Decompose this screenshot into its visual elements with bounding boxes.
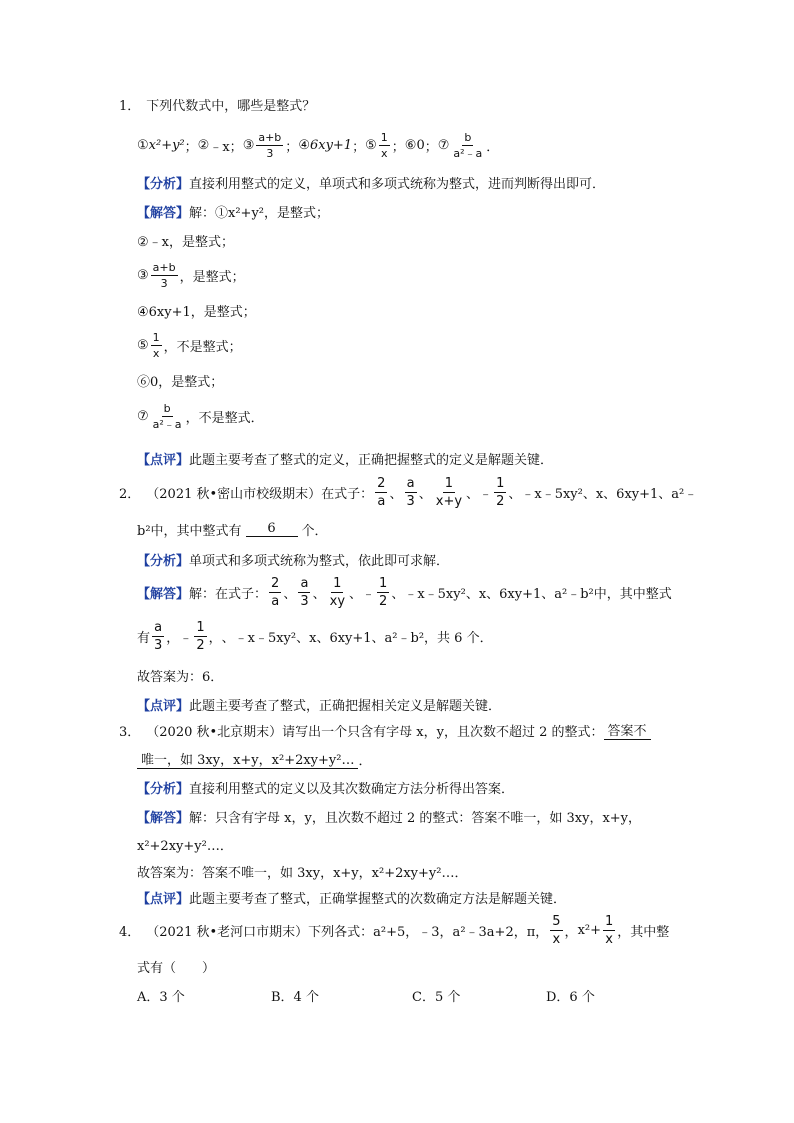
item-marker-5: ⑤ [365,137,377,153]
q3-answer-line-2 [137,830,233,858]
item-marker-7: ⑦ [437,137,450,153]
q2-answer-rest: 、﹣x﹣5xy²、x、6xy+1、a²﹣b²中，其中整式 [391,586,672,602]
q3-analysis-text: 直接利用整式的定义以及其次数确定方法分析得出答案． [189,781,515,797]
q1-answer-text-4: ④6xy+1，是整式； [137,304,256,320]
option-d[interactable]: D．6 个 [546,990,595,1005]
q2-source: （2021 秋•密山市校级期末）在式子： [146,486,374,502]
q4-number: 4． [119,924,141,940]
answer-tag: 【解答】 [137,205,190,221]
q1-expr-6: 0 [416,137,425,153]
q3-analysis [137,773,514,801]
fraction-1-over-x-plus-y: $\frac{1}{x+y}$ [435,475,463,509]
q1-answer-fraction-5: $\frac{1}{x}$ [152,330,160,360]
q1-stem [119,90,315,118]
q3-comment [137,883,566,911]
q2-answer-line-2: 有 $\frac{a}{3}$ ， ﹣ $\frac{1}{2}$ ， 、﹣x﹣5xy²、x、6xy+1、a²﹣b²，共 6 个． [137,619,493,653]
q1-answer-text-1: 解：①x²+y²，是整式； [189,205,330,221]
option-c[interactable]: C．5 个 [412,990,461,1005]
q1-answer-text-7: ，不是整式． [185,410,264,426]
q1-answer-text-5: ，不是整式； [163,339,242,355]
q1-stem-text: 下列代数式中，哪些是整式？ [146,98,316,114]
q2-analysis [137,545,449,573]
q2-comment [137,690,501,718]
q1-answer-line-3 [137,257,245,293]
fraction-a-over-3: $\frac{a}{3}$ [154,619,163,653]
answer-tag: 【解答】 [137,586,190,602]
option-b[interactable]: B．4 个 [271,990,319,1005]
q1-comment-text: 此题主要考查了整式的定义，正确把握整式的定义是解题关键． [189,452,554,468]
q1-answer-text-6: ⑥0，是整式； [137,374,224,390]
q1-answer-text-3: ，是整式； [179,269,245,285]
q1-expr-4: 6xy+1 [309,137,353,153]
q4-line2-text: 式有（ ） [137,960,216,976]
q3-answer-line-1 [137,802,641,830]
q2-analysis-text: 单项式和多项式统称为整式，依此即可求解． [189,553,450,569]
fraction-a-over-3: $\frac{a}{3}$ [300,575,309,609]
q4-stem-line-2 [137,952,215,980]
item-marker-5: ⑤ [137,337,149,353]
q3-end: ． [358,753,372,769]
q2-stem-line-2 [137,515,328,543]
q3-stem-text: （2020 秋•北京期末）请写出一个只含有字母 x，y，且次数不超过 2 的整式： [146,724,604,740]
q1-analysis-text: 直接利用整式的定义，单项式和多项式统称为整式，进而判断得出即可． [189,176,606,192]
analysis-tag: 【分析】 [137,553,190,569]
item-marker-6: ⑥ [404,137,417,153]
q3-answer-text-1: 解：只含有字母 x，y，且次数不超过 2 的整式：答案不唯一，如 3xy，x+y， [189,810,642,826]
comment-tag: 【点评】 [137,891,190,907]
fraction-2-over-a: $\frac{2}{a}$ [271,575,280,609]
q2-answer-line-1: 【解答】 解：在式子： $\frac{2}{a}$ 、 $\frac{a}{3}$ 、 $\frac{1}{xy}$ 、 ﹣ $\frac{1}{2}$ 、﹣x﹣5xy²、x、6xy+1、a²﹣b²中，其中整式 [137,575,672,609]
fraction-a-over-3: $\frac{a}{3}$ [406,475,415,509]
q2-comment-text: 此题主要考查了整式，正确把握相关定义是解题关键． [189,698,502,714]
q3-answer-blank-1: 答案不 [604,720,651,740]
item-marker-1: ① [137,137,149,153]
q1-answer-line-7 [137,397,264,435]
q2-stem-line-1: 2． （2021 秋•密山市校级期末）在式子： $\frac{2}{a}$ 、 $\frac{a}{3}$ 、 $\frac{1}{x+y}$ 、 ﹣ $\frac{1}{2}$ 、﹣x﹣5xy²、x、6xy+1、a²﹣ [119,475,698,509]
q3-answer-blank-2: 唯一，如 3xy，x+y，x²+2xy+y²… [137,749,358,769]
q1-answer-line-6 [137,366,223,394]
q2-line2-post: 个． [301,523,328,539]
q3-comment-text: 此题主要考查了整式，正确掌握整式的次数确定方法是解题关键． [189,891,567,907]
fraction-5-over-x: $\frac{5}{x}$ [552,913,561,947]
q2-list-rest: 、﹣x﹣5xy²、x、6xy+1、a²﹣ [508,486,698,502]
q4-stem-text: （2021 秋•老河口市期末）下列各式：a²+5，﹣3，a²﹣3a+2，π， [146,924,549,940]
q1-analysis [137,168,605,196]
q1-fraction-3: $\frac{a+b}{3}$ [258,130,282,160]
analysis-tag: 【分析】 [137,781,190,797]
q1-answer-line-1 [137,197,329,225]
q1-comment [137,444,553,472]
q1-answer-line-5 [137,327,242,363]
fraction-1-over-2: $\frac{1}{2}$ [196,619,205,653]
item-marker-4: ④ [298,137,310,153]
fraction-1-over-xy: $\frac{1}{xy}$ [329,575,346,609]
q1-answer-fraction-3: $\frac{a+b}{3}$ [152,260,176,290]
item-marker-7: ⑦ [137,408,149,424]
q2-final [137,661,223,689]
q1-answer-line-4 [137,296,256,324]
q2-answer-pre: 解：在式子： [189,586,268,602]
q2-answer2-rest: 、﹣x﹣5xy²、x、6xy+1、a²﹣b²，共 6 个． [221,630,493,646]
q1-answer-text-2: ②﹣x，是整式； [137,234,234,250]
fraction-1-over-x: $\frac{1}{x}$ [605,913,614,947]
comment-tag: 【点评】 [137,452,190,468]
q1-answer-line-2 [137,226,234,254]
item-marker-2: ② [197,137,210,153]
q2-line2-pre: b²中，其中整式有 [137,523,242,539]
q3-answer-text-2: x²+2xy+y²…． [137,838,233,854]
fraction-1-over-2: $\frac{1}{2}$ [379,575,388,609]
q1-fraction-5: $\frac{1}{x}$ [380,130,388,160]
q1-items: ① x²+y² ； ② ﹣x ； ③ $\frac{a+b}{3}$ ； ④ 6xy+1 ； ⑤ $\frac{1}{x}$ ； ⑥ 0 ； ⑦ $\frac{b}{\text{a²﹣a}}$ ． [137,130,500,160]
q1-number: 1． [119,98,141,114]
comment-tag: 【点评】 [137,698,190,714]
q1-fraction-7: $\frac{b}{\text{a²﹣a}}$ [453,130,483,160]
q4-stem-line-1: 4． （2021 秋•老河口市期末）下列各式：a²+5，﹣3，a²﹣3a+2，π， $\frac{5}{x}$ ， x²+ $\frac{1}{x}$ ，其中整 [119,913,670,947]
analysis-tag: 【分析】 [137,176,190,192]
q3-number: 3． [119,724,141,740]
fraction-2-over-a: $\frac{2}{a}$ [377,475,386,509]
option-a[interactable]: A．3 个 [137,990,185,1005]
q4-tail: ，其中整 [617,924,670,940]
q3-final [137,857,467,885]
q1-answer-fraction-7: $\frac{b}{\text{a²﹣a}}$ [152,401,182,431]
q2-final-text: 故答案为：6． [137,669,224,685]
fraction-1-over-2: $\frac{1}{2}$ [496,475,505,509]
item-marker-3: ③ [137,267,149,283]
q4-x-squared: x²+ [577,922,601,938]
q3-stem-line-1 [119,716,651,744]
q1-expr-1: x²+y² [148,137,185,153]
q2-answer-blank: 6 [246,521,298,537]
q1-expr-2: ﹣x [209,139,230,155]
q2-answer2-pre: 有 [137,630,151,646]
item-marker-3: ③ [242,137,255,153]
q3-stem-line-2 [137,745,372,773]
q2-number: 2． [119,486,141,502]
q3-final-text: 故答案为：答案不唯一，如 3xy，x+y，x²+2xy+y²…． [137,865,468,881]
answer-tag: 【解答】 [137,810,190,826]
